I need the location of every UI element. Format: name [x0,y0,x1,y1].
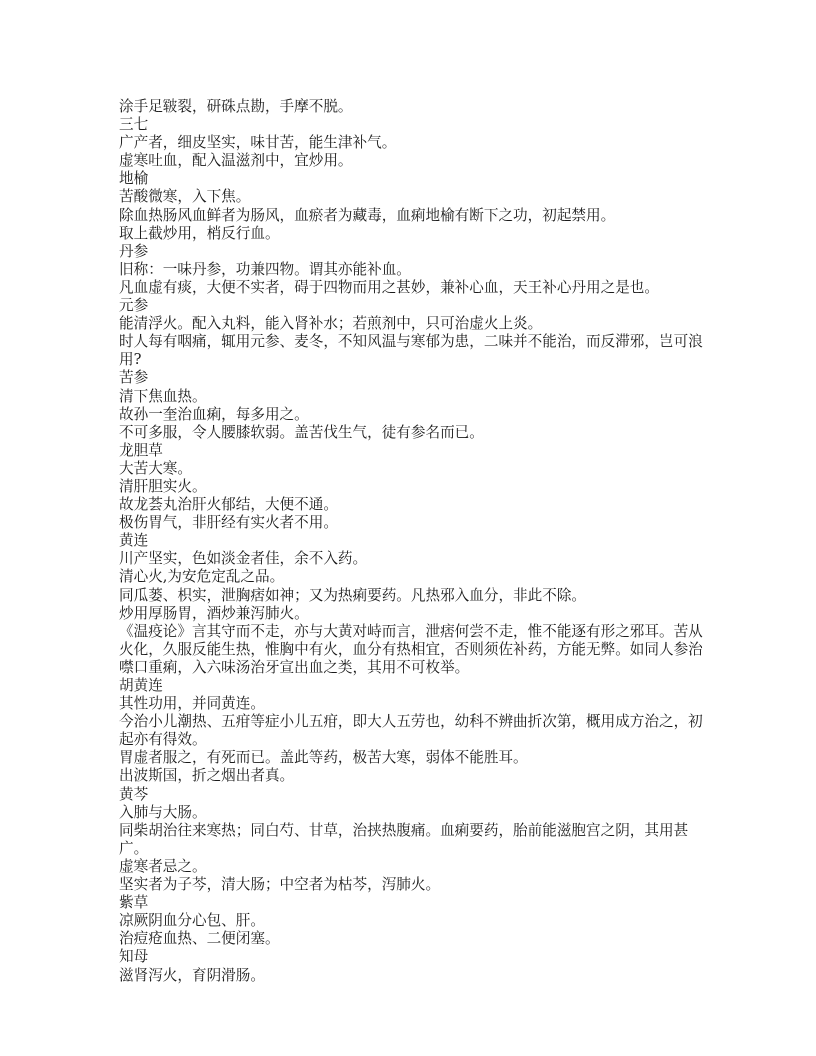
paragraph: 能清浮火。配入丸料，能入肾补水；若煎剂中，只可治虚火上炎。 [119,315,543,333]
paragraph: 虚寒者忌之。 [119,857,207,875]
herb-heading: 三七 [119,116,149,134]
paragraph: 故龙荟丸治肝火郁结，大便不通。 [119,496,338,514]
paragraph: 坚实者为子芩，清大肠；中空者为枯芩，泻肺火。 [119,876,441,894]
paragraph: 川产坚实，色如淡金者佳，余不入药。 [119,550,368,568]
paragraph: 广产者，细皮坚实，味甘苦，能生津补气。 [119,134,397,152]
paragraph: 取上截炒用，梢反行血。 [119,224,280,242]
herb-heading: 地榆 [119,170,149,188]
paragraph: 时人每有咽痛，辄用元参、麦冬，不知风温与寒郁为患，二味并不能治，而反滞邪，岂可浪用? [119,333,703,369]
paragraph: 大苦大寒。 [119,459,192,477]
paragraph: 故孙一奎治血痢，每多用之。 [119,405,309,423]
paragraph: 滋肾泻火，育阴滑肠。 [119,966,265,984]
paragraph: 清肝胆实火。 [119,477,207,495]
paragraph: 旧称：一味丹参，功兼四物。谓其亦能补血。 [119,260,411,278]
herb-heading: 紫草 [119,894,149,912]
paragraph: 炒用厚肠胃，酒炒兼泻肺火。 [119,604,309,622]
herb-heading: 知母 [119,948,149,966]
herb-heading: 黄连 [119,532,149,550]
paragraph: 今治小儿潮热、五疳等症小儿五疳，即大人五劳也，幼科不辨曲折次第，概用成方治之，初起亦有得效。 [119,713,703,749]
paragraph: 同柴胡治往来寒热；同白芍、甘草，治挟热腹痛。血痢要药，胎前能滋胞宫之阴，其用甚广。 [119,821,689,857]
paragraph: 除血热肠风血鲜者为肠风，血瘀者为藏毒，血痢地榆有断下之功，初起禁用。 [119,206,616,224]
paragraph: 清心火,为安危定乱之品。 [119,568,285,586]
herb-heading: 苦参 [119,369,149,387]
paragraph: 治痘疮血热、二便闭塞。 [119,930,280,948]
paragraph: 苦酸微寒，入下焦。 [119,188,251,206]
herb-heading: 黄芩 [119,785,149,803]
paragraph: 凉厥阴血分心包、肝。 [119,912,265,930]
paragraph: 不可多服，令人腰膝软弱。盖苦伐生气，徒有参名而已。 [119,423,484,441]
paragraph: 其性功用，并同黄连。 [119,695,265,713]
paragraph: 入肺与大肠。 [119,803,207,821]
paragraph: 出波斯国，折之烟出者真。 [119,767,295,785]
paragraph: 同瓜蒌、枳实，泄胸痞如神；又为热痢要药。凡热邪入血分，非此不除。 [119,586,587,604]
paragraph: 极伤胃气，非肝经有实火者不用。 [119,514,338,532]
paragraph: 虚寒吐血，配入温滋剂中，宜炒用。 [119,152,353,170]
paragraph: 清下焦血热。 [119,387,207,405]
paragraph: 《温疫论》言其守而不走，亦与大黄对峙而言，泄痞何尝不走，惟不能逐有形之邪耳。苦从火化，久服反能生热，惟胸中有火，血分有热相宜，否则须佐补药，方能无弊。如同人参治噤口重痢，入六味汤治牙宣出血之类，其用不可枚举。 [119,622,703,676]
herb-heading: 元参 [119,297,149,315]
paragraph: 凡血虚有痰，大便不实者，碍于四物而用之甚妙，兼补心血，天王补心丹用之是也。 [119,278,659,296]
herb-heading: 丹参 [119,242,149,260]
herb-heading: 龙胆草 [119,441,163,459]
paragraph: 胃虚者服之，有死而已。盖此等药，极苦大寒，弱体不能胜耳。 [119,749,528,767]
paragraph: 涂手足皲裂，研硃点勘，手摩不脱。 [119,98,353,115]
herb-heading: 胡黄连 [119,677,163,694]
document-page [119,98,709,985]
